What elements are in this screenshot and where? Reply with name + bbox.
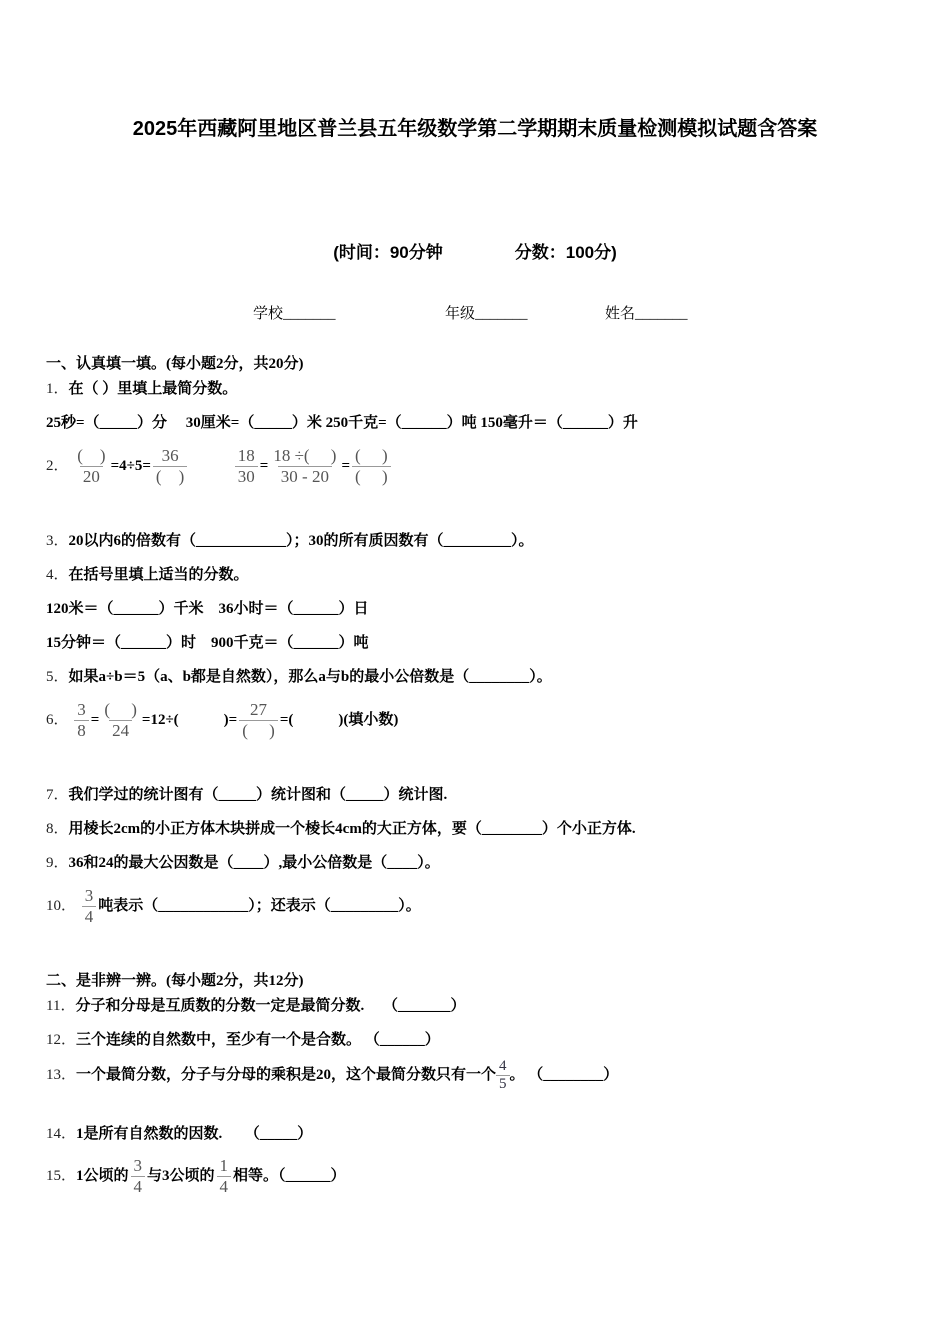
denominator: 30 — [235, 466, 258, 487]
fraction — [217, 1156, 232, 1197]
numerator: 36 — [161, 446, 179, 465]
question-number: 12． — [46, 1032, 77, 1048]
question-text: 20以内6的倍数有（____________）；30的所有质因数有（_________）。 — [68, 533, 534, 549]
question-6 — [46, 700, 398, 741]
question-text: 分子和分母是互质数的分数一定是最简分数. （_______） — [75, 998, 466, 1014]
numerator: ( ) — [355, 446, 388, 465]
fraction — [239, 700, 278, 741]
question-number: 8． — [46, 821, 69, 837]
denominator: 4 — [82, 906, 97, 927]
question-8 — [46, 817, 636, 838]
question-number: 11． — [46, 998, 76, 1014]
numerator: 18 ÷( ) — [273, 446, 337, 465]
equation-text: =4÷5= — [110, 457, 151, 474]
question-12 — [46, 1028, 440, 1049]
denominator: ( ) — [352, 466, 391, 487]
score-label: 分数：100分) — [514, 243, 617, 262]
question-1 — [46, 377, 237, 398]
time-label: (时间：90分钟 — [333, 243, 443, 262]
question-text: 36和24的最大公因数是（____）,最小公倍数是（____）。 — [68, 855, 440, 871]
fraction — [101, 700, 140, 741]
question-text: 1公顷的 — [76, 1167, 129, 1184]
grade-field[interactable]: 年级_______ — [445, 306, 528, 322]
section-2-heading: 二、是非辨一辨。(每小题2分，共12分) — [46, 973, 304, 989]
question-text: 1是所有自然数的因数. （_____） — [76, 1126, 313, 1142]
denominator: ( ) — [153, 466, 187, 487]
question-text: 吨表示（____________）；还表示（_________）。 — [98, 897, 421, 914]
exam-meta — [0, 238, 950, 263]
section-1-heading: 一、认真填一填。(每小题2分，共20分) — [46, 356, 304, 372]
fraction — [496, 1058, 510, 1093]
name-field[interactable]: 姓名_______ — [605, 306, 688, 322]
school-field[interactable]: 学校_______ — [253, 306, 336, 322]
question-text: 。 （________） — [509, 1066, 619, 1083]
fraction — [74, 700, 89, 741]
denominator: 20 — [80, 466, 103, 487]
numerator: 1 — [219, 1156, 229, 1175]
question-number: 9． — [46, 855, 69, 871]
numerator: 3 — [77, 700, 86, 719]
fraction — [153, 446, 187, 487]
question-number: 3． — [46, 533, 69, 549]
question-2 — [46, 446, 393, 487]
question-number: 2． — [46, 457, 69, 474]
numerator: ( ) — [104, 700, 137, 719]
question-number: 4． — [46, 567, 69, 583]
numerator: 27 — [250, 700, 268, 719]
denominator: 4 — [131, 1176, 146, 1197]
fraction — [131, 1156, 146, 1197]
question-number: 15． — [46, 1167, 77, 1184]
fraction — [74, 446, 108, 487]
question-text: 三个连续的自然数中，至少有一个是合数。 （______） — [76, 1032, 440, 1048]
question-9 — [46, 851, 440, 872]
question-4 — [46, 563, 249, 584]
denominator: ( ) — [239, 720, 278, 741]
denominator: 24 — [109, 720, 132, 741]
question-text: 用棱长2cm的小正方体木块拼成一个棱长4cm的大正方体，要（________）个小正方体. — [68, 821, 636, 837]
numerator: 3 — [84, 886, 94, 905]
question-number: 10． — [46, 897, 77, 914]
question-text: 与3公顷的 — [147, 1167, 215, 1184]
question-10 — [46, 886, 421, 927]
numerator: 18 — [237, 446, 255, 465]
denominator: 4 — [217, 1176, 232, 1197]
question-number: 5． — [46, 669, 69, 685]
question-text: 在括号里填上适当的分数。 — [68, 567, 249, 583]
question-3 — [46, 529, 534, 550]
question-text: 相等。（______） — [233, 1167, 346, 1184]
question-number: 7． — [46, 787, 69, 803]
numerator: ( ) — [77, 446, 106, 465]
fraction — [82, 886, 97, 927]
numerator: 4 — [499, 1058, 507, 1074]
equals: = — [341, 457, 351, 474]
question-14 — [46, 1122, 312, 1143]
question-4-line-2: 15分钟＝（______）时 900千克＝（______）吨 — [46, 635, 369, 651]
question-11 — [46, 994, 465, 1015]
question-text: 如果a÷b＝5（a、b都是自然数），那么a与b的最小公倍数是（________）。 — [68, 669, 552, 685]
fraction — [352, 446, 391, 487]
question-13 — [46, 1058, 618, 1093]
question-15 — [46, 1156, 346, 1197]
question-number: 14． — [46, 1126, 77, 1142]
question-number: 6． — [46, 711, 69, 728]
question-text: 我们学过的统计图有（_____）统计图和（_____）统计图. — [68, 787, 448, 803]
denominator: 8 — [74, 720, 89, 741]
question-number: 13． — [46, 1066, 77, 1083]
denominator: 5 — [496, 1075, 510, 1093]
question-5 — [46, 665, 552, 686]
page-title: 2025年西藏阿里地区普兰县五年级数学第二学期期末质量检测模拟试题含答案 — [132, 118, 818, 140]
denominator: 30 - 20 — [278, 466, 332, 487]
question-text: 在（ ）里填上最简分数。 — [68, 381, 238, 397]
fraction — [270, 446, 339, 487]
numerator: 3 — [133, 1156, 143, 1175]
fraction — [235, 446, 258, 487]
equation-text: =12÷( )= — [141, 711, 238, 728]
equation-text: =( )(填小数) — [279, 711, 399, 728]
equals: = — [90, 711, 100, 728]
question-number: 1． — [46, 381, 69, 397]
question-1-blanks: 25秒=（_____）分 30厘米=（_____）米 250千克=（______）吨 150毫升＝（______）升 — [46, 415, 638, 431]
question-text: 一个最简分数，分子与分母的乘积是20，这个最简分数只有一个 — [76, 1066, 497, 1083]
equals: = — [259, 457, 269, 474]
question-4-line-1: 120米＝（______）千米 36小时＝（______）日 — [46, 601, 369, 617]
question-7 — [46, 783, 447, 804]
